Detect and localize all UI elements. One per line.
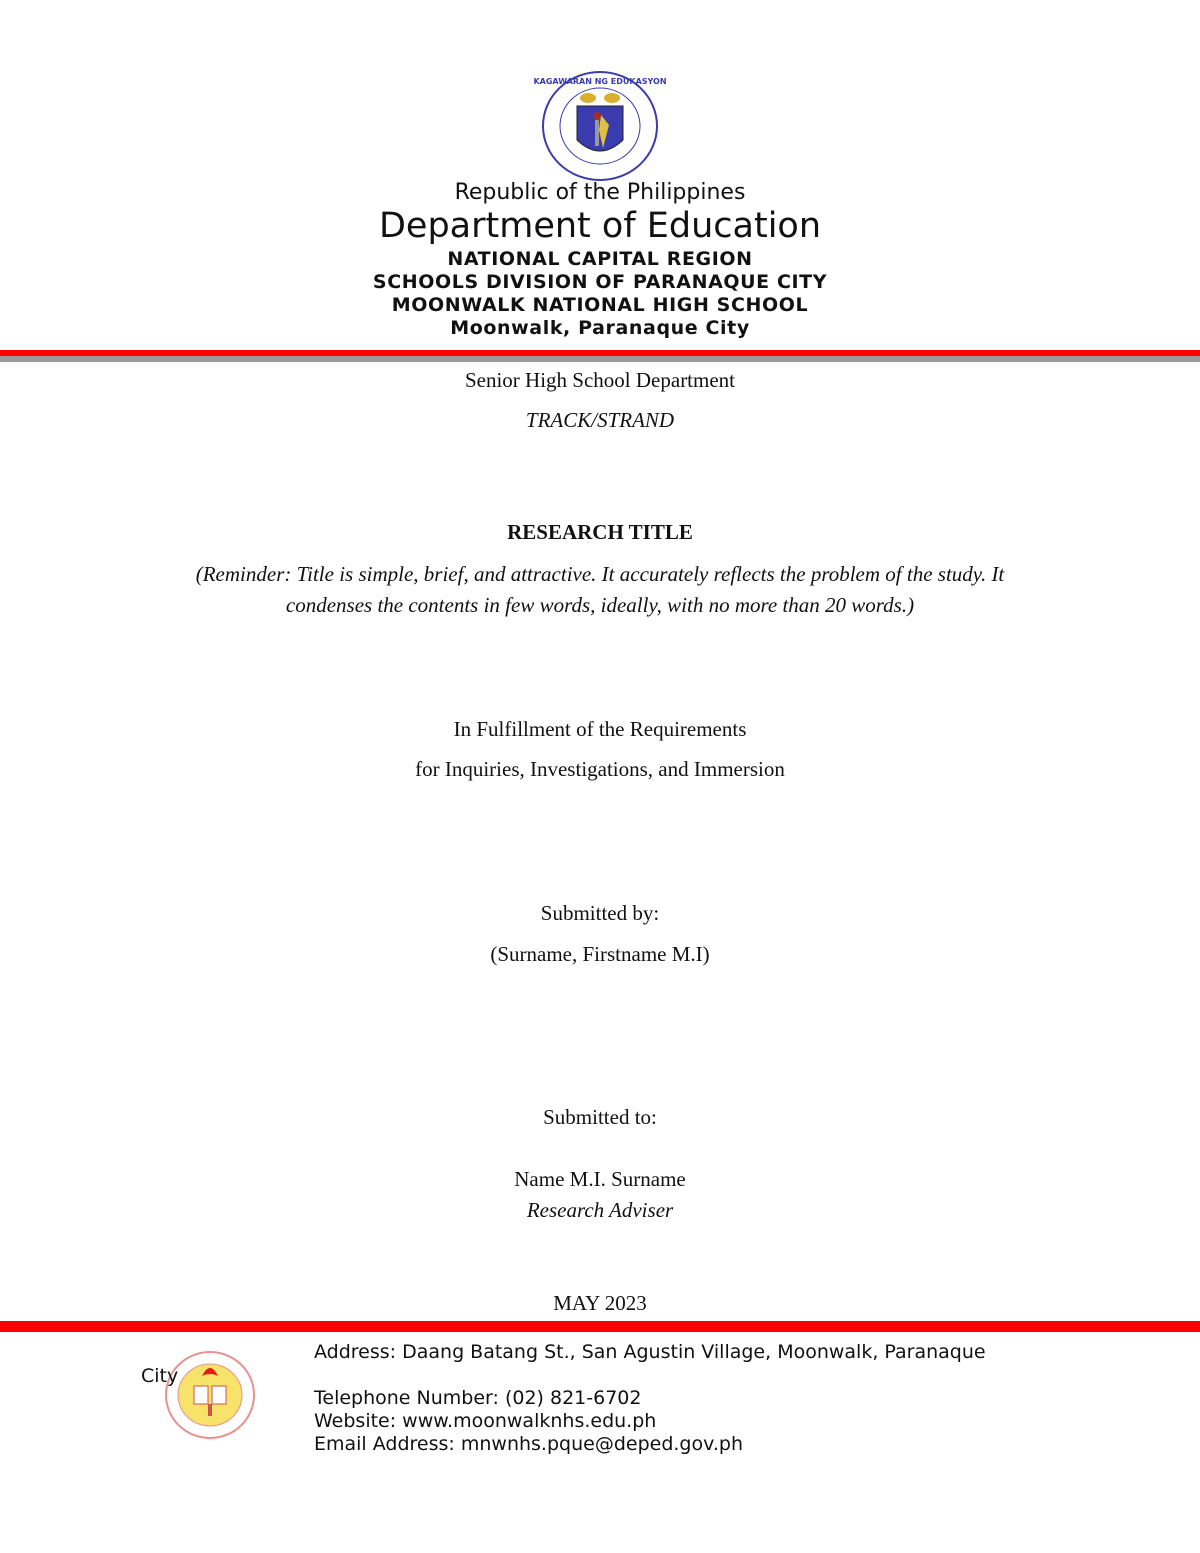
- research-title: RESEARCH TITLE: [507, 520, 693, 544]
- submitted-by-name: (Surname, Firstname M.I): [490, 942, 710, 966]
- submitted-to-label: Submitted to:: [543, 1105, 657, 1129]
- division-heading: SCHOOLS DIVISION OF PARANAQUE CITY: [372, 271, 828, 293]
- school-heading: MOONWALK NATIONAL HIGH SCHOOL: [391, 294, 809, 316]
- department-heading: Department of Education: [378, 206, 822, 246]
- adviser-name: Name M.I. Surname: [514, 1167, 686, 1191]
- fulfillment-line1: In Fulfillment of the Requirements: [453, 717, 747, 741]
- header-gray-rule: [0, 356, 1200, 362]
- track-strand: TRACK/STRAND: [525, 408, 675, 432]
- footer-website[interactable]: Website: www.moonwalknhs.edu.ph: [314, 1410, 657, 1432]
- footer-address: Address: Daang Batang St., San Agustin Village, Moonwalk, Paranaque: [314, 1341, 986, 1363]
- title-reminder-line1: (Reminder: Title is simple, brief, and attractive. It accurately reflects the problem of the study. It: [195, 562, 1005, 586]
- footer-telephone: Telephone Number: (02) 821-6702: [314, 1387, 642, 1409]
- svg-text:KAGAWARAN NG EDUKASYON: KAGAWARAN NG EDUKASYON: [533, 77, 667, 86]
- address-overflow-city: City: [141, 1365, 179, 1387]
- school-logo: [164, 1350, 256, 1440]
- republic-heading: Republic of the Philippines: [454, 180, 746, 205]
- deped-seal-logo: [533, 70, 667, 182]
- location-heading: Moonwalk, Paranaque City: [450, 317, 750, 339]
- footer-email[interactable]: Email Address: mnwnhs.pque@deped.gov.ph: [314, 1433, 744, 1455]
- submitted-by-label: Submitted by:: [540, 901, 660, 925]
- region-heading: NATIONAL CAPITAL REGION: [447, 248, 753, 270]
- footer-red-rule: [0, 1321, 1200, 1332]
- shs-department: Senior High School Department: [464, 368, 736, 392]
- title-reminder-line2: condenses the contents in few words, ideally, with no more than 20 words.): [285, 593, 915, 617]
- fulfillment-line2: for Inquiries, Investigations, and Immersion: [415, 757, 785, 781]
- adviser-role: Research Adviser: [526, 1198, 674, 1222]
- submission-date: MAY 2023: [553, 1291, 647, 1315]
